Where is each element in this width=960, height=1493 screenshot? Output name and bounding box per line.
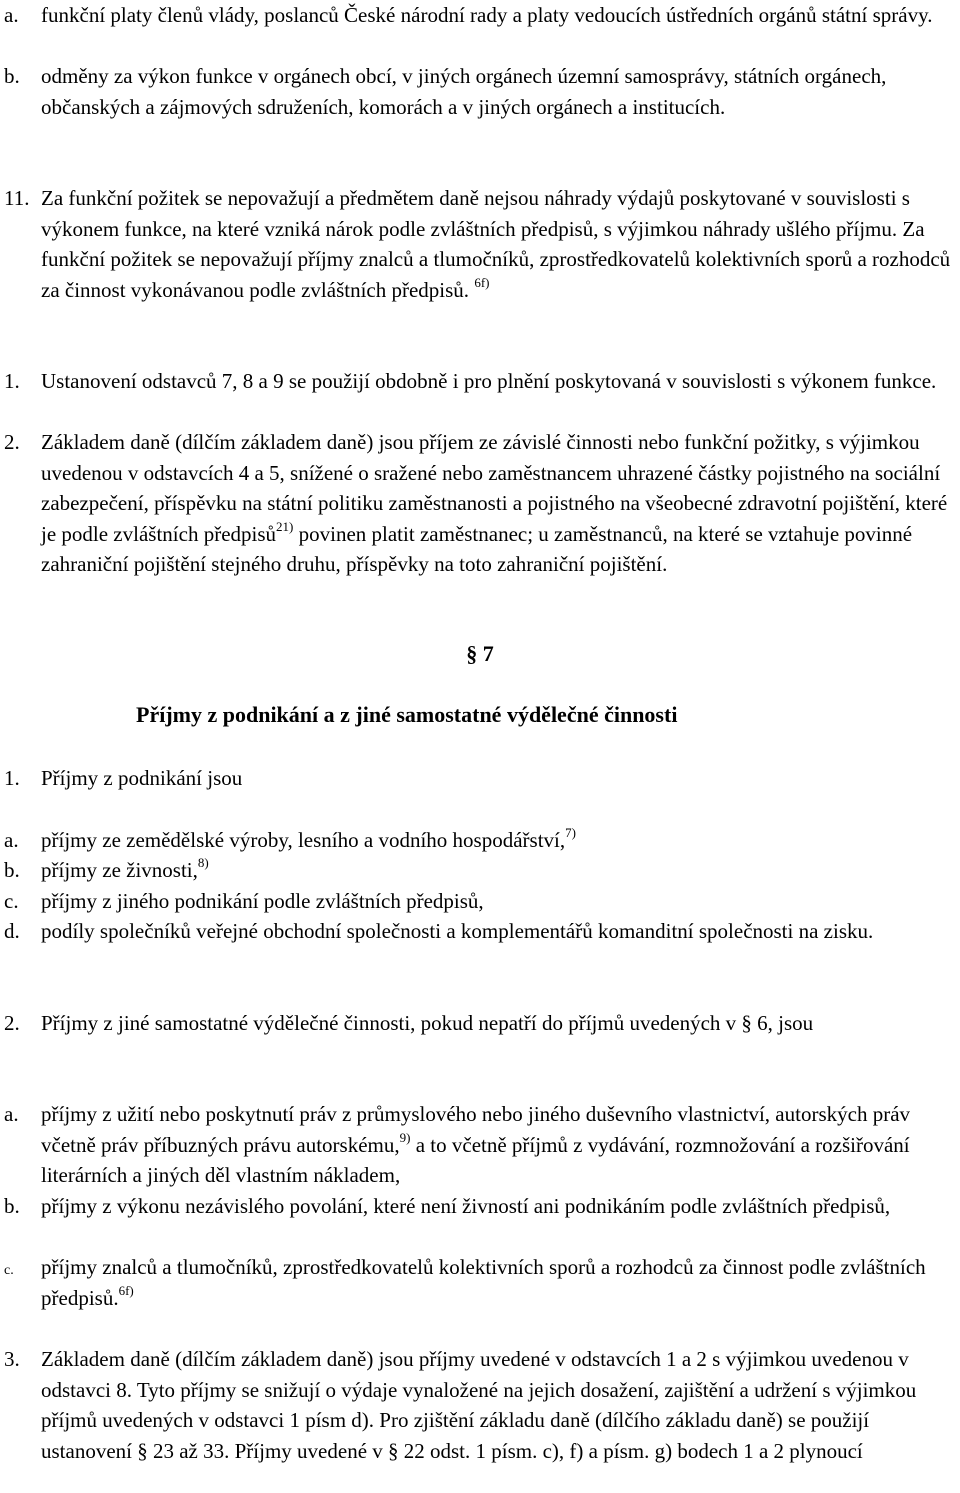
list-item (4, 916, 952, 947)
footnote-ref: 21) (276, 518, 294, 534)
paragraph-number: 3. (4, 1347, 20, 1371)
list-item (4, 1252, 952, 1313)
paragraph-text: Příjmy z podnikání jsou (41, 766, 243, 790)
item-text: příjmy ze živnosti, (41, 858, 198, 882)
list-item (4, 855, 952, 886)
item-text: příjmy z jiného podnikání podle zvláštních předpisů, (41, 889, 484, 913)
paragraph-text: Za funkční požitek se nepovažují a předmětem daně nejsou náhrady výdajů poskytované v souvislosti s výkonem funkce, na které vzniká nárok podle zvláštních předpisů, s výjimkou náhrady ušlého příjmu. Za funkční požitek se nepovažují příjmy znalců a tlumočníků, zprostředkovatelů kolektivních sporů a rozhodců za činnost vykonávanou podle zvláštních předpisů. (41, 186, 951, 302)
list-item (4, 825, 952, 856)
list-item (4, 1099, 952, 1191)
footnote-ref: 6f) (118, 1282, 134, 1298)
list-item (4, 886, 952, 917)
item-number: a. (4, 3, 19, 27)
paragraph-number: 1. (4, 369, 20, 393)
paragraph-3 (4, 1344, 952, 1466)
paragraph-number: 2. (4, 430, 20, 454)
footnote-ref: 9) (399, 1129, 411, 1145)
item-number: a. (4, 828, 19, 852)
paragraph-text: Základem daně (dílčím základem daně) jsou příjem ze závislé činnosti nebo funkční požitky, s výjimkou uvedenou v odstavcích 4 a 5, snížené o sražené nebo zaměstnancem uhrazené částky pojistného na sociální zabezpečení, příspěvku na státní politiku zaměstnanosti a pojistného na všeobecné zdravotní pojištění, které je podle zvláštních předpisů (41, 430, 948, 546)
item-text: příjmy z výkonu nezávislého povolání, které není živností ani podnikáním podle zvláštních předpisů, (41, 1194, 891, 1218)
item-text: příjmy znalců a tlumočníků, zprostředkovatelů kolektivních sporů a rozhodců za činnost podle zvláštních předpisů. (41, 1255, 926, 1310)
item-text: funkční platy členů vlády, poslanců České národní rady a platy vedoucích ústředních orgánů státní správy. (41, 3, 933, 27)
item-text: podíly společníků veřejné obchodní společnosti a komplementářů komanditní společnosti na zisku. (41, 919, 874, 943)
paragraph-text-cont: povinen platit zaměstnanec; u zaměstnanců, na které se vztahuje povinné zahraniční pojištění stejného druhu, příspěvky na toto zahraniční pojištění. (41, 521, 913, 576)
paragraph-text: Základem daně (dílčím základem daně) jsou příjmy uvedené v odstavcích 1 a 2 s výjimkou uvedenou v odstavci 8. Tyto příjmy se snižují o výdaje vynaložené na jejich dosažení, zajištění a udržení s výjimkou příjmů uvedených v odstavci 1 písm d). Pro zjištění základu daně (dílčího základu daně) se použijí ustanovení § 23 až 33. Příjmy uvedené v § 22 odst. 1 písm. c), f) a písm. g) bodech 1 a 2 plynoucí (41, 1347, 917, 1463)
paragraph-text: Příjmy z jiné samostatné výdělečné činnosti, pokud nepatří do příjmů uvedených v § 6, jsou (41, 1011, 814, 1035)
list-item (4, 0, 952, 31)
paragraph-number: 2. (4, 1011, 20, 1035)
section-title: Příjmy z podnikání a z jiné samostatné výdělečné činnosti (136, 702, 678, 727)
paragraph-number: 1. (4, 766, 20, 790)
item-text: odměny za výkon funkce v orgánech obcí, v jiných orgánech územní samosprávy, státních orgánech, občanských a zájmových sdruženích, komorách a v jiných orgánech a institucích. (41, 64, 887, 119)
item-text: příjmy ze zemědělské výroby, lesního a vodního hospodářství, (41, 828, 566, 852)
item-number: d. (4, 919, 20, 943)
item-number: b. (4, 858, 20, 882)
footnote-ref: 7) (565, 825, 576, 840)
list-item (4, 61, 952, 122)
item-number: a. (4, 1102, 19, 1126)
paragraph-text: Ustanovení odstavců 7, 8 a 9 se použijí obdobně i pro plnění poskytovaná v souvislosti s výkonem funkce. (41, 369, 937, 393)
item-number: b. (4, 1194, 20, 1218)
item-number: c. (4, 1263, 14, 1278)
paragraph-1 (4, 763, 952, 794)
paragraph-number: 11. (4, 186, 30, 210)
paragraph-11 (4, 183, 952, 305)
item-text-cont: a to včetně příjmů z vydávání, rozmnožování a rozšiřování literárních a jiných děl vlastním nákladem, (41, 1132, 910, 1187)
paragraph-2 (4, 427, 952, 580)
paragraph-1 (4, 366, 952, 397)
list-item (4, 1191, 952, 1222)
item-number: b. (4, 64, 20, 88)
item-number: c. (4, 889, 19, 913)
section-number: § 7 (466, 641, 494, 666)
paragraph-2 (4, 1008, 952, 1039)
footnote-ref: 6f) (474, 274, 490, 290)
footnote-ref: 8) (197, 855, 209, 870)
item-text: příjmy z užití nebo poskytnutí práv z průmyslového nebo jiného duševního vlastnictví, autorských práv včetně práv příbuzných právu autorskému, (41, 1102, 911, 1157)
